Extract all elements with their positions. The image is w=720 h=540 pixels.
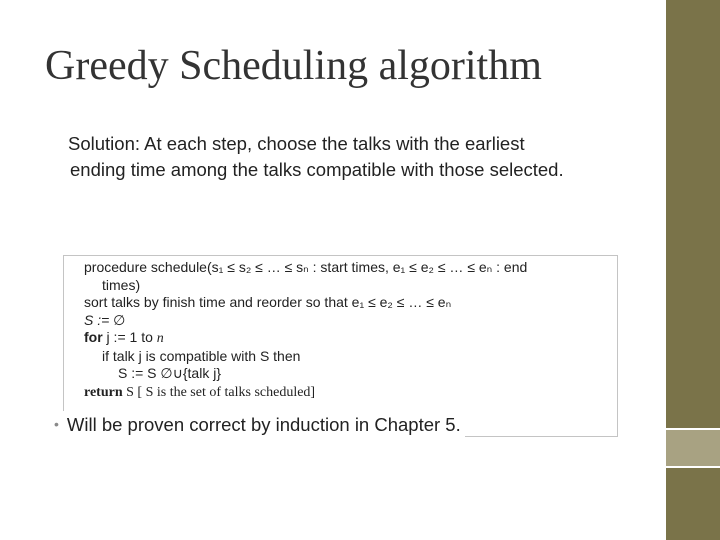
code-line-return: [84, 383, 614, 402]
code-line-procedure-cont: times): [102, 276, 141, 293]
decorative-sidebar: [666, 0, 720, 540]
code-line-procedure: procedure schedule(s₁ ≤ s₂ ≤ … ≤ sₙ : start times, e₁ ≤ e₂ ≤ … ≤ eₙ : end: [84, 259, 528, 275]
code-for-n: n: [156, 331, 164, 346]
code-keyword-for: for: [84, 329, 103, 345]
pseudocode: [84, 259, 614, 401]
sidebar-block-middle: [666, 430, 720, 466]
code-line-init: S := ∅: [84, 311, 126, 328]
sidebar-block-top: [666, 0, 720, 428]
bullet-marker: •: [54, 416, 59, 432]
code-line-if: if talk j is compatible with S then: [102, 347, 301, 364]
code-line-sort: sort talks by finish time and reorder so that e₁ ≤ e₂ ≤ … ≤ eₙ: [84, 294, 452, 310]
code-return-rest: S [ S is the set of talks scheduled]: [122, 384, 316, 400]
solution-paragraph: [68, 131, 638, 183]
solution-label: Solution: [68, 133, 135, 154]
code-line-for: [84, 329, 614, 348]
code-for-rest: j := 1 to: [102, 329, 153, 345]
code-line-assign: S := S ∅∪{talk j}: [118, 365, 221, 381]
solution-line2: ending time among the talks compatible with those selected.: [70, 159, 564, 180]
slide-title: Greedy Scheduling algorithm: [45, 43, 542, 89]
solution-line1: : At each step, choose the talks with the earliest: [134, 133, 525, 154]
bullet-text: Will be proven correct by induction in Chapter 5.: [66, 414, 461, 435]
code-keyword-return: return: [84, 384, 123, 400]
sidebar-block-bottom: [666, 468, 720, 540]
bullet-item: [54, 411, 465, 438]
